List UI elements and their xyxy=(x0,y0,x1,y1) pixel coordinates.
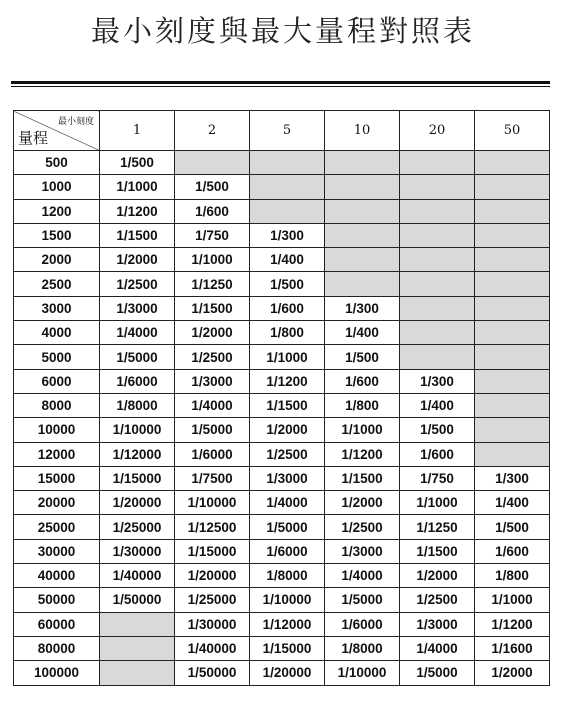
table-row xyxy=(14,564,550,588)
ratio-cell: 1/10000 xyxy=(250,588,325,612)
table-row xyxy=(14,296,550,320)
range-cell: 1000 xyxy=(14,175,100,199)
table-row xyxy=(14,661,550,685)
division-header: 2 xyxy=(175,111,250,151)
ratio-cell: 1/20000 xyxy=(250,661,325,685)
corner-header-cell xyxy=(14,111,100,151)
ratio-cell: 1/2000 xyxy=(250,418,325,442)
ratio-cell: 1/10000 xyxy=(100,418,175,442)
ratio-cell: 1/50000 xyxy=(175,661,250,685)
ratio-cell: 1/5000 xyxy=(325,588,400,612)
division-header: 20 xyxy=(400,111,475,151)
empty-cell xyxy=(325,223,400,247)
ratio-cell: 1/1500 xyxy=(175,296,250,320)
ratio-cell: 1/300 xyxy=(400,369,475,393)
table-row xyxy=(14,612,550,636)
ratio-cell: 1/1200 xyxy=(250,369,325,393)
empty-cell xyxy=(250,175,325,199)
ratio-cell: 1/1000 xyxy=(100,175,175,199)
ratio-cell: 1/400 xyxy=(475,491,550,515)
ratio-cell: 1/1250 xyxy=(400,515,475,539)
ratio-cell: 1/10000 xyxy=(325,661,400,685)
ratio-cell: 1/20000 xyxy=(175,564,250,588)
ratio-cell: 1/3000 xyxy=(250,466,325,490)
empty-cell xyxy=(325,151,400,175)
range-cell: 2500 xyxy=(14,272,100,296)
table-row xyxy=(14,588,550,612)
range-cell: 500 xyxy=(14,151,100,175)
ratio-cell: 1/2000 xyxy=(325,491,400,515)
ratio-cell: 1/20000 xyxy=(100,491,175,515)
ratio-cell: 1/750 xyxy=(175,223,250,247)
division-header: 50 xyxy=(475,111,550,151)
table-row xyxy=(14,418,550,442)
ratio-cell: 1/800 xyxy=(325,393,400,417)
ratio-cell: 1/4000 xyxy=(325,564,400,588)
empty-cell xyxy=(400,272,475,296)
table-row xyxy=(14,175,550,199)
ratio-cell: 1/2000 xyxy=(400,564,475,588)
ratio-cell: 1/300 xyxy=(325,296,400,320)
empty-cell xyxy=(475,175,550,199)
ratio-cell: 1/1200 xyxy=(475,612,550,636)
ratio-cell: 1/10000 xyxy=(175,491,250,515)
range-cell: 40000 xyxy=(14,564,100,588)
table-row xyxy=(14,491,550,515)
empty-cell xyxy=(475,151,550,175)
min-division-header-label: 最小刻度 xyxy=(57,117,94,127)
table-body xyxy=(14,151,550,686)
range-cell: 4000 xyxy=(14,321,100,345)
ratio-cell: 1/500 xyxy=(400,418,475,442)
ratio-cell: 1/2000 xyxy=(475,661,550,685)
ratio-cell: 1/4000 xyxy=(175,393,250,417)
ratio-cell: 1/2500 xyxy=(100,272,175,296)
range-cell: 10000 xyxy=(14,418,100,442)
empty-cell xyxy=(475,369,550,393)
ratio-cell: 1/5000 xyxy=(250,515,325,539)
ratio-cell: 1/1000 xyxy=(175,248,250,272)
ratio-cell: 1/500 xyxy=(100,151,175,175)
ratio-cell: 1/2000 xyxy=(100,248,175,272)
range-cell: 30000 xyxy=(14,539,100,563)
range-cell: 1200 xyxy=(14,199,100,223)
ratio-cell: 1/3000 xyxy=(400,612,475,636)
ratio-cell: 1/40000 xyxy=(175,636,250,660)
ratio-cell: 1/3000 xyxy=(325,539,400,563)
ratio-cell: 1/2500 xyxy=(250,442,325,466)
table-row xyxy=(14,393,550,417)
ratio-cell: 1/8000 xyxy=(250,564,325,588)
ratio-cell: 1/600 xyxy=(325,369,400,393)
table-row xyxy=(14,636,550,660)
ratio-cell: 1/300 xyxy=(250,223,325,247)
empty-cell xyxy=(400,248,475,272)
ratio-cell: 1/1200 xyxy=(325,442,400,466)
ratio-cell: 1/12000 xyxy=(250,612,325,636)
range-cell: 12000 xyxy=(14,442,100,466)
ratio-cell: 1/1500 xyxy=(250,393,325,417)
empty-cell xyxy=(475,272,550,296)
ratio-cell: 1/600 xyxy=(400,442,475,466)
empty-cell xyxy=(250,151,325,175)
ratio-cell: 1/40000 xyxy=(100,564,175,588)
ratio-cell: 1/15000 xyxy=(100,466,175,490)
ratio-cell: 1/12000 xyxy=(100,442,175,466)
range-cell: 2000 xyxy=(14,248,100,272)
table-row xyxy=(14,272,550,296)
empty-cell xyxy=(475,199,550,223)
ratio-cell: 1/1250 xyxy=(175,272,250,296)
ratio-cell: 1/600 xyxy=(175,199,250,223)
ratio-cell: 1/6000 xyxy=(175,442,250,466)
ratio-cell: 1/500 xyxy=(175,175,250,199)
empty-cell xyxy=(400,296,475,320)
empty-cell xyxy=(475,345,550,369)
table-row xyxy=(14,369,550,393)
empty-cell xyxy=(250,199,325,223)
ratio-cell: 1/600 xyxy=(475,539,550,563)
ratio-cell: 1/25000 xyxy=(100,515,175,539)
table-row xyxy=(14,539,550,563)
ratio-cell: 1/4000 xyxy=(250,491,325,515)
empty-cell xyxy=(100,661,175,685)
empty-cell xyxy=(475,442,550,466)
ratio-cell: 1/400 xyxy=(250,248,325,272)
empty-cell xyxy=(400,175,475,199)
ratio-cell: 1/30000 xyxy=(100,539,175,563)
ratio-cell: 1/500 xyxy=(475,515,550,539)
empty-cell xyxy=(475,418,550,442)
empty-cell xyxy=(325,175,400,199)
empty-cell xyxy=(475,393,550,417)
table-row xyxy=(14,199,550,223)
empty-cell xyxy=(475,321,550,345)
empty-cell xyxy=(400,151,475,175)
division-header: 5 xyxy=(250,111,325,151)
ratio-cell: 1/500 xyxy=(325,345,400,369)
ratio-cell: 1/2000 xyxy=(175,321,250,345)
ratio-cell: 1/400 xyxy=(400,393,475,417)
ratio-cell: 1/800 xyxy=(475,564,550,588)
ratio-cell: 1/1500 xyxy=(100,223,175,247)
ratio-cell: 1/1000 xyxy=(400,491,475,515)
header-row xyxy=(14,111,550,151)
ratio-cell: 1/3000 xyxy=(100,296,175,320)
range-cell: 5000 xyxy=(14,345,100,369)
ratio-cell: 1/6000 xyxy=(250,539,325,563)
ratio-cell: 1/2500 xyxy=(175,345,250,369)
empty-cell xyxy=(100,612,175,636)
ratio-cell: 1/5000 xyxy=(100,345,175,369)
table-row xyxy=(14,466,550,490)
title-divider-thick xyxy=(11,81,550,84)
range-cell: 3000 xyxy=(14,296,100,320)
ratio-cell: 1/750 xyxy=(400,466,475,490)
ratio-cell: 1/15000 xyxy=(175,539,250,563)
range-cell: 1500 xyxy=(14,223,100,247)
range-header-label: 量程 xyxy=(18,129,49,147)
ratio-cell: 1/500 xyxy=(250,272,325,296)
ratio-cell: 1/6000 xyxy=(100,369,175,393)
ratio-cell: 1/3000 xyxy=(175,369,250,393)
range-cell: 6000 xyxy=(14,369,100,393)
ratio-cell: 1/1000 xyxy=(250,345,325,369)
ratio-cell: 1/400 xyxy=(325,321,400,345)
ratio-cell: 1/300 xyxy=(475,466,550,490)
ratio-cell: 1/50000 xyxy=(100,588,175,612)
title-divider-thin xyxy=(11,86,550,87)
range-cell: 100000 xyxy=(14,661,100,685)
range-cell: 80000 xyxy=(14,636,100,660)
ratio-cell: 1/4000 xyxy=(100,321,175,345)
table-row xyxy=(14,321,550,345)
empty-cell xyxy=(325,248,400,272)
ratio-cell: 1/4000 xyxy=(400,636,475,660)
table-row xyxy=(14,515,550,539)
range-cell: 25000 xyxy=(14,515,100,539)
ratio-cell: 1/7500 xyxy=(175,466,250,490)
empty-cell xyxy=(400,321,475,345)
empty-cell xyxy=(175,151,250,175)
empty-cell xyxy=(325,199,400,223)
ratio-cell: 1/2500 xyxy=(325,515,400,539)
ratio-cell: 1/1200 xyxy=(100,199,175,223)
ratio-cell: 1/25000 xyxy=(175,588,250,612)
ratio-cell: 1/30000 xyxy=(175,612,250,636)
ratio-cell: 1/8000 xyxy=(325,636,400,660)
empty-cell xyxy=(475,223,550,247)
ratio-cell: 1/5000 xyxy=(400,661,475,685)
table-row xyxy=(14,345,550,369)
ratio-cell: 1/2500 xyxy=(400,588,475,612)
ratio-cell: 1/15000 xyxy=(250,636,325,660)
ratio-cell: 1/8000 xyxy=(100,393,175,417)
range-cell: 20000 xyxy=(14,491,100,515)
range-cell: 60000 xyxy=(14,612,100,636)
empty-cell xyxy=(100,636,175,660)
table-row xyxy=(14,223,550,247)
range-cell: 15000 xyxy=(14,466,100,490)
table-row xyxy=(14,442,550,466)
ratio-cell: 1/1000 xyxy=(475,588,550,612)
page-title: 最小刻度與最大量程對照表 xyxy=(90,14,475,48)
empty-cell xyxy=(475,296,550,320)
ratio-cell: 1/5000 xyxy=(175,418,250,442)
ratio-cell: 1/1000 xyxy=(325,418,400,442)
empty-cell xyxy=(475,248,550,272)
ratio-cell: 1/12500 xyxy=(175,515,250,539)
table-row xyxy=(14,151,550,175)
ratio-cell: 1/1500 xyxy=(400,539,475,563)
ratio-cell: 1/6000 xyxy=(325,612,400,636)
division-header: 1 xyxy=(100,111,175,151)
table-row xyxy=(14,248,550,272)
empty-cell xyxy=(325,272,400,296)
empty-cell xyxy=(400,345,475,369)
ratio-cell: 1/1600 xyxy=(475,636,550,660)
ratio-cell: 1/1500 xyxy=(325,466,400,490)
range-cell: 8000 xyxy=(14,393,100,417)
division-header: 10 xyxy=(325,111,400,151)
ratio-cell: 1/800 xyxy=(250,321,325,345)
division-range-table xyxy=(13,110,550,686)
range-cell: 50000 xyxy=(14,588,100,612)
empty-cell xyxy=(400,223,475,247)
ratio-cell: 1/600 xyxy=(250,296,325,320)
empty-cell xyxy=(400,199,475,223)
